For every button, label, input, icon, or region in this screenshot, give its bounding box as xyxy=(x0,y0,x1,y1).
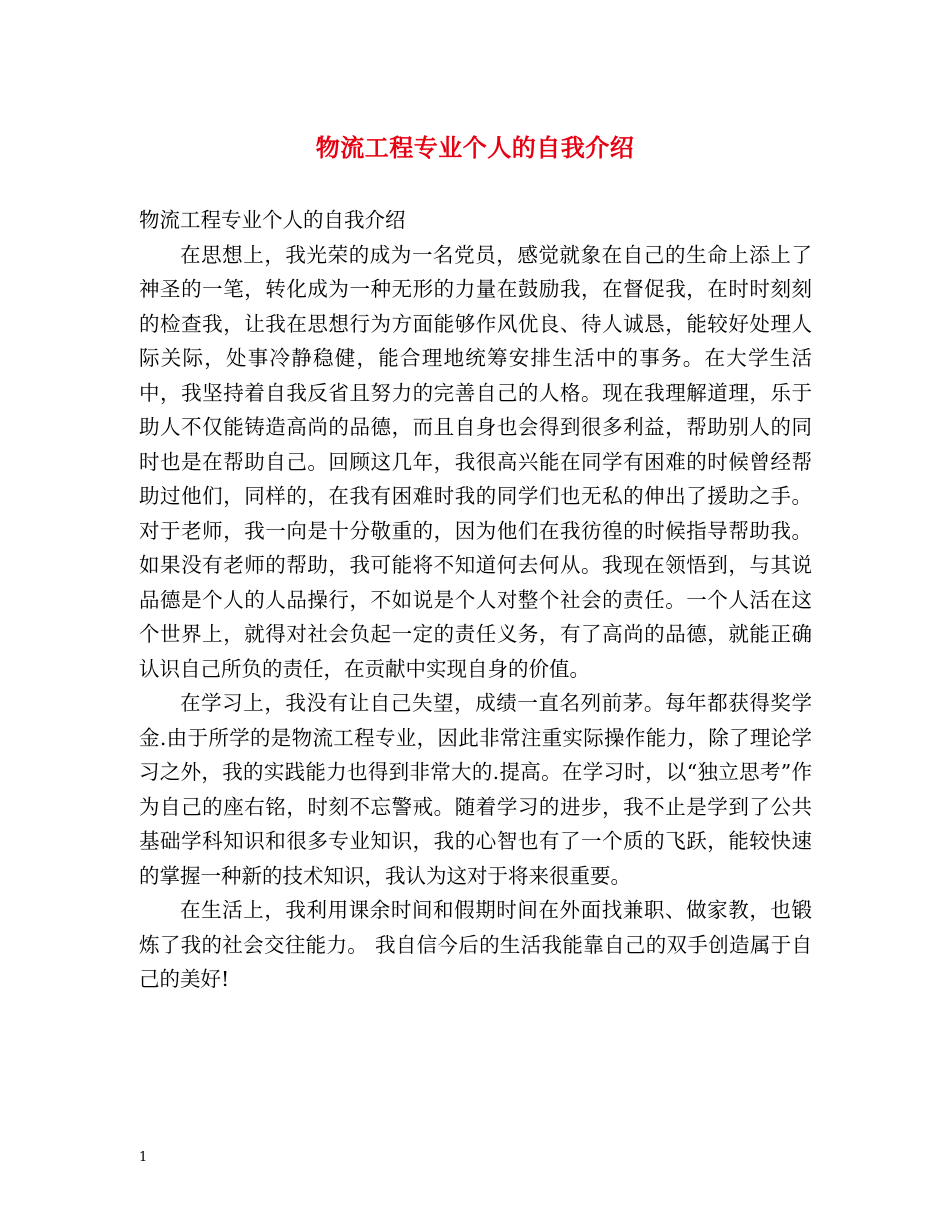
document-body xyxy=(139,203,812,997)
page-number: 1 xyxy=(139,1150,148,1165)
document-subtitle: 物流工程专业个人的自我介绍 xyxy=(139,208,406,232)
paragraph-ideology: 在思想上，我光荣的成为一名党员，感觉就象在自己的生命上添上了神圣的一笔，转化成为一种无形的力量在鼓励我，在督促我，在时时刻刻的检查我，让我在思想行为方面能够作风优良、待人诚恳，能较好处理人际关际，处事冷静稳健，能合理地统筹安排生活中的事务。在大学生活中，我坚持着自我反省且努力的完善自己的人格。现在我理解道理，乐于助人不仅能铸造高尚的品德，而且自身也会得到很多利益，帮助别人的同时也是在帮助自己。回顾这几年，我很高兴能在同学有困难的时候曾经帮助过他们，同样的，在我有困难时我的同学们也无私的伸出了援助之手。对于老师，我一向是十分敬重的，因为他们在我彷徨的时候指导帮助我。如果没有老师的帮助，我可能将不知道何去何从。我现在领悟到，与其说品德是个人的人品操行，不如说是个人对整个社会的责任。一个人活在这个世界上，就得对社会负起一定的责任义务，有了高尚的品德，就能正确认识自己所负的责任，在贡献中实现自身的价值。 xyxy=(139,242,812,681)
paragraph-life: 在生活上，我利用课余时间和假期时间在外面找兼职、做家教，也锻炼了我的社会交往能力。 我自信今后的生活我能靠自己的双手创造属于自己的美好! xyxy=(139,898,812,991)
document-title: 物流工程专业个人的自我介绍 xyxy=(315,133,635,162)
paragraph-study: 在学习上，我没有让自己失望，成绩一直名列前茅。每年都获得奖学金.由于所学的是物流工程专业，因此非常注重实际操作能力，除了理论学习之外，我的实践能力也得到非常大的.提高。在学习时，以“独立思考”作为自己的座右铭，时刻不忘警戒。随着学习的进步，我不止是学到了公共基础学科知识和很多专业知识，我的心智也有了一个质的飞跃，能较快速的掌握一种新的技术知识，我认为这对于将来很重要。 xyxy=(139,691,812,888)
